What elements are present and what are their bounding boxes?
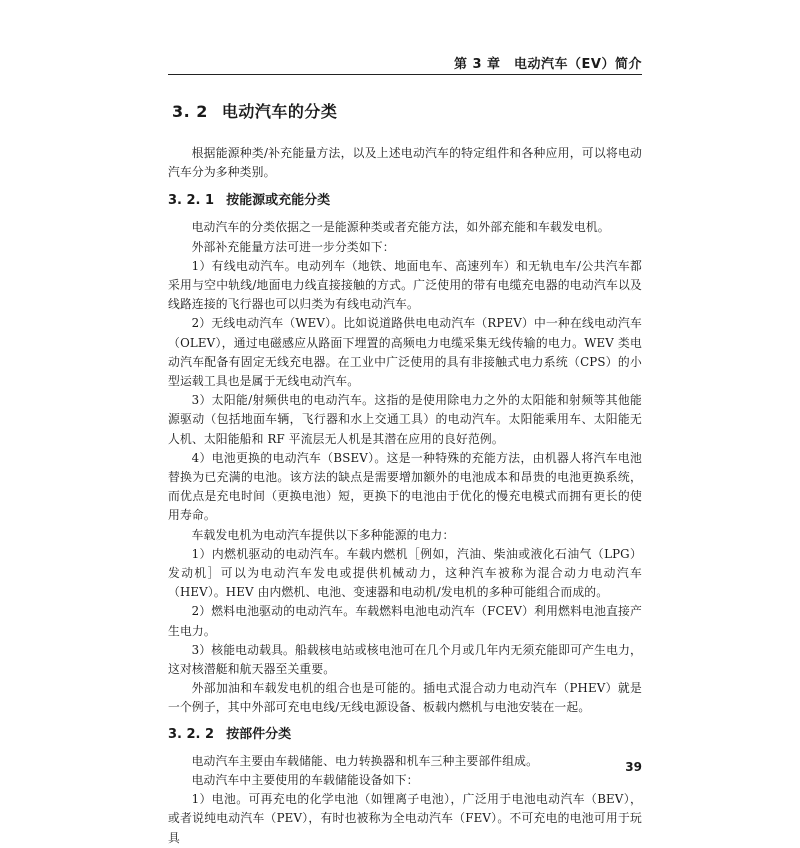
paragraph: 电动汽车中主要使用的车载储能设备如下： — [191, 772, 419, 787]
subsection-1-title: 按能源或充能分类 — [226, 193, 331, 209]
running-header: 第 3 章 电动汽车（EV）简介 — [453, 57, 642, 72]
list-item: 2）燃料电池驱动的电动汽车。车载燃料电池电动汽车（FCEV）利用燃料电池直接产生电力。 — [168, 604, 642, 638]
paragraph: 车载发电机为电动汽车提供以下多种能源的电力： — [191, 527, 455, 542]
subsection-2-title: 按部件分类 — [226, 726, 292, 742]
page-content — [168, 100, 642, 848]
subsection-2-number: 3. 2. 2 — [168, 726, 215, 742]
subsection-2-heading — [168, 724, 642, 746]
paragraph: 外部加油和车载发电机的组合也是可能的。插电式混合动力电动汽车（PHEV）就是一个例子，其中外部可充电电线/无线电源设备、板载内燃机与电池安装在一起。 — [168, 681, 642, 715]
list-item: 3）太阳能/射频供电的电动汽车。这指的是使用除电力之外的太阳能和射频等其他能源驱动（包括地面车辆，飞行器和水上交通工具）的电动汽车。太阳能乘用车、太阳能无人机、太阳能船和 RF 平流层无人机是其潜在应用的良好范例。 — [168, 393, 642, 446]
list-item: 1）内燃机驱动的电动汽车。车载内燃机［例如，汽油、柴油或液化石油气（LPG）发动机］可以为电动汽车发电或提供机械动力，这种汽车被称为混合动力电动汽车（HEV）。HEV 由内燃机、电池、变速器和电动机/发电机的多种可能组合而成的。 — [168, 546, 642, 600]
page-number: 39 — [625, 760, 642, 774]
list-item: 2）无线电动汽车（WEV）。比如说道路供电电动汽车（RPEV）中一种在线电动汽车（OLEV），通过电磁感应从路面下埋置的高频电力电缆采集无线传输的电力。WEV 类电动汽车配备有固定无线充电器。在工业中广泛使用的具有非接触式电力系统（CPS）的小型运载工具也是属于无线电动汽车。 — [168, 316, 642, 389]
list-item: 1）电池。可再充电的化学电池（如锂离子电池），广泛用于电池电动汽车（BEV），或者说纯电动汽车（PEV），有时也被称为全电动汽车（FEV）。不可充电的电池可用于玩具 — [168, 792, 642, 845]
paragraph: 电动汽车的分类依据之一是能源种类或者充能方法，如外部充能和车载发电机。 — [191, 220, 610, 235]
section-heading — [172, 100, 642, 124]
section-title: 电动汽车的分类 — [221, 102, 338, 121]
subsection-1-heading — [168, 190, 642, 212]
list-item: 4）电池更换的电动汽车（BSEV）。这是一种特殊的充能方法，由机器人将汽车电池替换为已充满的电池。该方法的缺点是需要增加额外的电池成本和昂贵的电池更换系统，而优点是充电时间（更换电池）短，更换下的电池由于优化的慢充电模式而拥有更长的使用寿命。 — [168, 450, 642, 523]
paragraph: 外部补充能量方法可进一步分类如下： — [191, 239, 395, 254]
list-item: 1）有线电动汽车。电动列车（地铁、地面电车、高速列车）和无轨电车/公共汽车都采用与空中轨线/地面电力线直接接触的方式。广泛使用的带有电缆充电器的电动汽车以及线路连接的飞行器也可以归类为有线电动汽车。 — [168, 258, 642, 312]
list-item: 3）核能电动载具。船载核电站或核电池可在几个月或几年内无须充能即可产生电力，这对核潜艇和航天器至关重要。 — [168, 642, 642, 677]
section-number: 3. 2 — [172, 102, 208, 121]
paragraph: 电动汽车主要由车载储能、电力转换器和机车三种主要部件组成。 — [191, 753, 539, 768]
intro-paragraph: 根据能源种类/补充能量方法，以及上述电动汽车的特定组件和各种应用，可以将电动汽车分为多种类别。 — [168, 146, 642, 180]
subsection-1-number: 3. 2. 1 — [168, 193, 215, 209]
header-rule — [168, 74, 642, 75]
